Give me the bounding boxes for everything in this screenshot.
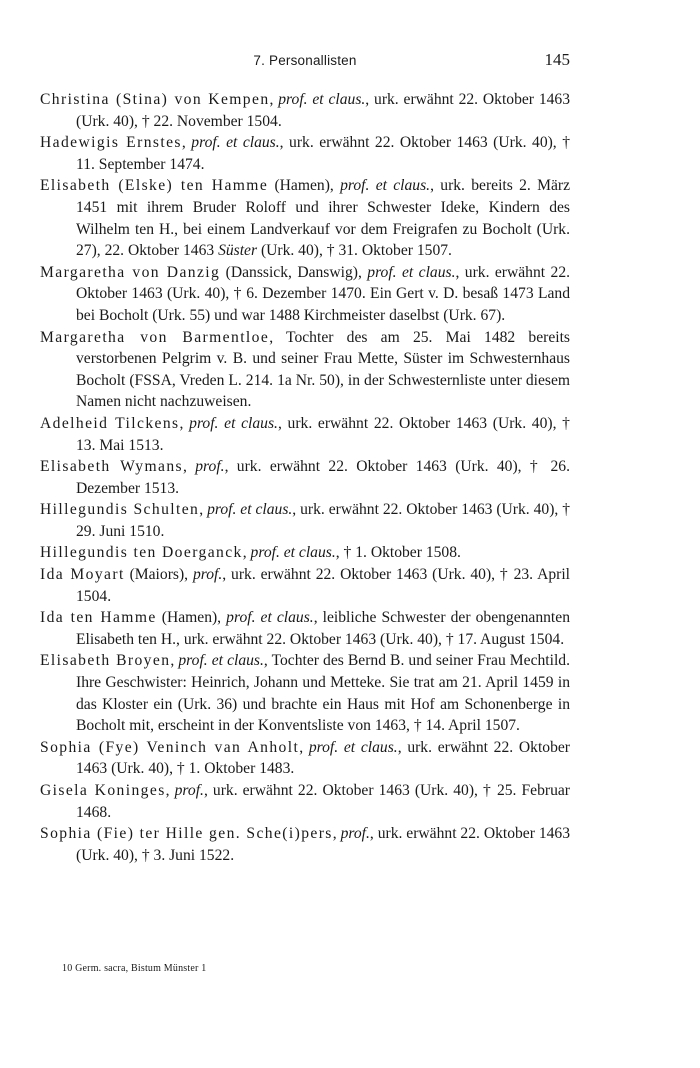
entry-text: , Tochter des Bernd B. und seiner Frau Mechtild. Ihre Geschwister: Heinrich, Johann und Metteke. Sie trat am 21. April 1459 in das Kloster ein (Urk. 36) und brachte ein Haus mit Hof am Schonenberge in Bocholt mit, erscheint in der Konventsliste von 1463, † 14. April 1507. (76, 652, 571, 735)
entry-status: prof. (192, 566, 223, 584)
entry-text: , urk. erwähnt 22. Oktober 1463 (Urk. 40), † 22. November 1504. (76, 91, 571, 130)
entry-status: prof. (195, 458, 225, 476)
list-entry (40, 650, 570, 736)
entry-text: , (182, 458, 196, 476)
entry-name: Gisela Koninges (40, 782, 166, 799)
list-entry (40, 262, 570, 327)
entry-status: prof. et claus. (278, 91, 366, 108)
entry-text: , (199, 501, 208, 519)
entry-status: prof. et claus. (191, 134, 280, 152)
entry-text: , urk. erwähnt 22. Oktober 1463 (Urk. 40), † 3. Juni 1522. (76, 825, 571, 864)
entry-text: , (181, 134, 192, 152)
entry-text: , urk. erwähnt 22. Oktober 1463 (Urk. 40), † 1. Oktober 1483. (76, 738, 571, 778)
entry-text: , (269, 91, 279, 108)
entry-name: Margaretha von Barmentloe (40, 328, 270, 346)
entry-name: Sophia (Fie) ter Hille gen. Sche(i)pers (40, 825, 333, 843)
entry-status: prof. (340, 825, 370, 843)
entry-text: , urk. erwähnt 22. Oktober 1463 (Urk. 40), † 6. Dezember 1470. Ein Gert v. D. besaß 1473 Land bei Bocholt (Urk. 55) und war 1488 Kirchmeister daselbst (Urk. 67). (76, 263, 571, 324)
entry-text: , urk. erwähnt 22. Oktober 1463 (Urk. 40), † 26. Dezember 1513. (76, 458, 570, 497)
entry-name: Ida ten Hamme (40, 609, 157, 627)
list-entry (40, 607, 570, 650)
entry-text: (Hamen), (156, 609, 227, 627)
entry-text: (Danssick, Danswig), (220, 263, 368, 281)
entry-text: , (179, 414, 190, 432)
list-entry (40, 499, 570, 542)
entry-text: , urk. erwähnt 22. Oktober 1463 (Urk. 40), † 11. September 1474. (76, 134, 570, 173)
entry-name: Hillegundis Schulten (40, 501, 200, 519)
entry-name: Sophia (Fye) Veninch van Anholt (40, 738, 300, 756)
entry-name: Christina (Stina) von Kempen (40, 91, 270, 108)
list-entry (40, 132, 570, 175)
entry-text: , (299, 738, 309, 756)
entry-name: Hadewigis Ernstes (40, 134, 182, 152)
entry-text: , (242, 544, 251, 562)
list-entry (40, 327, 570, 413)
entry-status: prof. et claus. (308, 738, 398, 756)
list-entry (40, 89, 570, 132)
running-head: 7. Personallisten (253, 53, 357, 68)
signature-footnote: 10 Germ. sacra, Bistum Münster 1 (62, 963, 207, 974)
entry-text: (Urk. 40), † 31. Oktober 1507. (257, 242, 452, 260)
list-entry (40, 564, 570, 607)
list-entry (40, 175, 570, 261)
list-entry (40, 542, 570, 564)
entry-name: Ida Moyart (40, 566, 125, 584)
entry-status: prof. et claus. (226, 609, 314, 627)
entry-text: , leibliche Schwester der obengenannten Elisabeth ten H., urk. erwähnt 22. Oktober 1463 (Urk. 40), † 17. August 1504. (76, 609, 570, 648)
entry-text: (Maiors), (124, 566, 193, 584)
page-header (40, 50, 570, 72)
list-entry (40, 780, 570, 823)
entry-text: , † 1. Oktober 1508. (335, 544, 461, 562)
entry-text: (Hamen), (268, 177, 341, 195)
list-entry (40, 456, 570, 499)
entry-name: Margaretha von Danzig (40, 263, 221, 281)
entry-status: prof. et claus. (207, 501, 293, 519)
entry-status: prof. et claus. (367, 263, 456, 281)
list-entry (40, 737, 570, 780)
entry-term: Süster (218, 242, 258, 260)
entry-status: prof. (174, 782, 204, 799)
entry-text: , Tochter des am 25. Mai 1482 bereits verstorbenen Pelgrim v. B. und seiner Frau Mette, Süster im Schwesternhaus Bocholt (FSSA, Vreden L. 214. 1a Nr. 50), in der Schwesternliste unter diesem Namen nicht nachzuweisen. (76, 328, 571, 411)
page-number: 145 (544, 50, 570, 69)
entry-name: Elisabeth Broyen (40, 652, 171, 670)
entry-status: prof. et claus. (250, 544, 336, 562)
entry-text: , urk. erwähnt 22. Oktober 1463 (Urk. 40), † 29. Juni 1510. (76, 501, 570, 540)
entry-text: , urk. bereits 2. März 1451 mit ihrem Bruder Roloff und ihrer Schwester Ideke, Kindern des Wilhelm ten H., bei einem Landverkauf vor dem Freigrafen zu Bocholt (Urk. 27), 22. Oktober 1463 (76, 177, 571, 260)
entry-text: , (170, 652, 179, 670)
entry-text: , (332, 825, 341, 843)
entry-status: prof. et claus. (178, 652, 264, 670)
entry-name: Elisabeth Wymans (40, 458, 183, 476)
list-entry (40, 413, 570, 456)
entry-text: , urk. erwähnt 22. Oktober 1463 (Urk. 40), † 23. April 1504. (76, 566, 570, 605)
list-entry (40, 823, 570, 866)
personnel-list (40, 89, 570, 866)
entry-status: prof. et claus. (189, 414, 278, 432)
entry-status: prof. et claus. (340, 177, 431, 195)
entry-text: , (165, 782, 175, 799)
entry-name: Elisabeth (Elske) ten Hamme (40, 177, 269, 195)
entry-name: Hillegundis ten Doerganck (40, 544, 243, 562)
entry-text: , urk. erwähnt 22. Oktober 1463 (Urk. 40), † 25. Februar 1468. (76, 782, 570, 821)
entry-name: Adelheid Tilckens (40, 414, 180, 432)
entry-text: , urk. erwähnt 22. Oktober 1463 (Urk. 40), † 13. Mai 1513. (76, 414, 570, 454)
